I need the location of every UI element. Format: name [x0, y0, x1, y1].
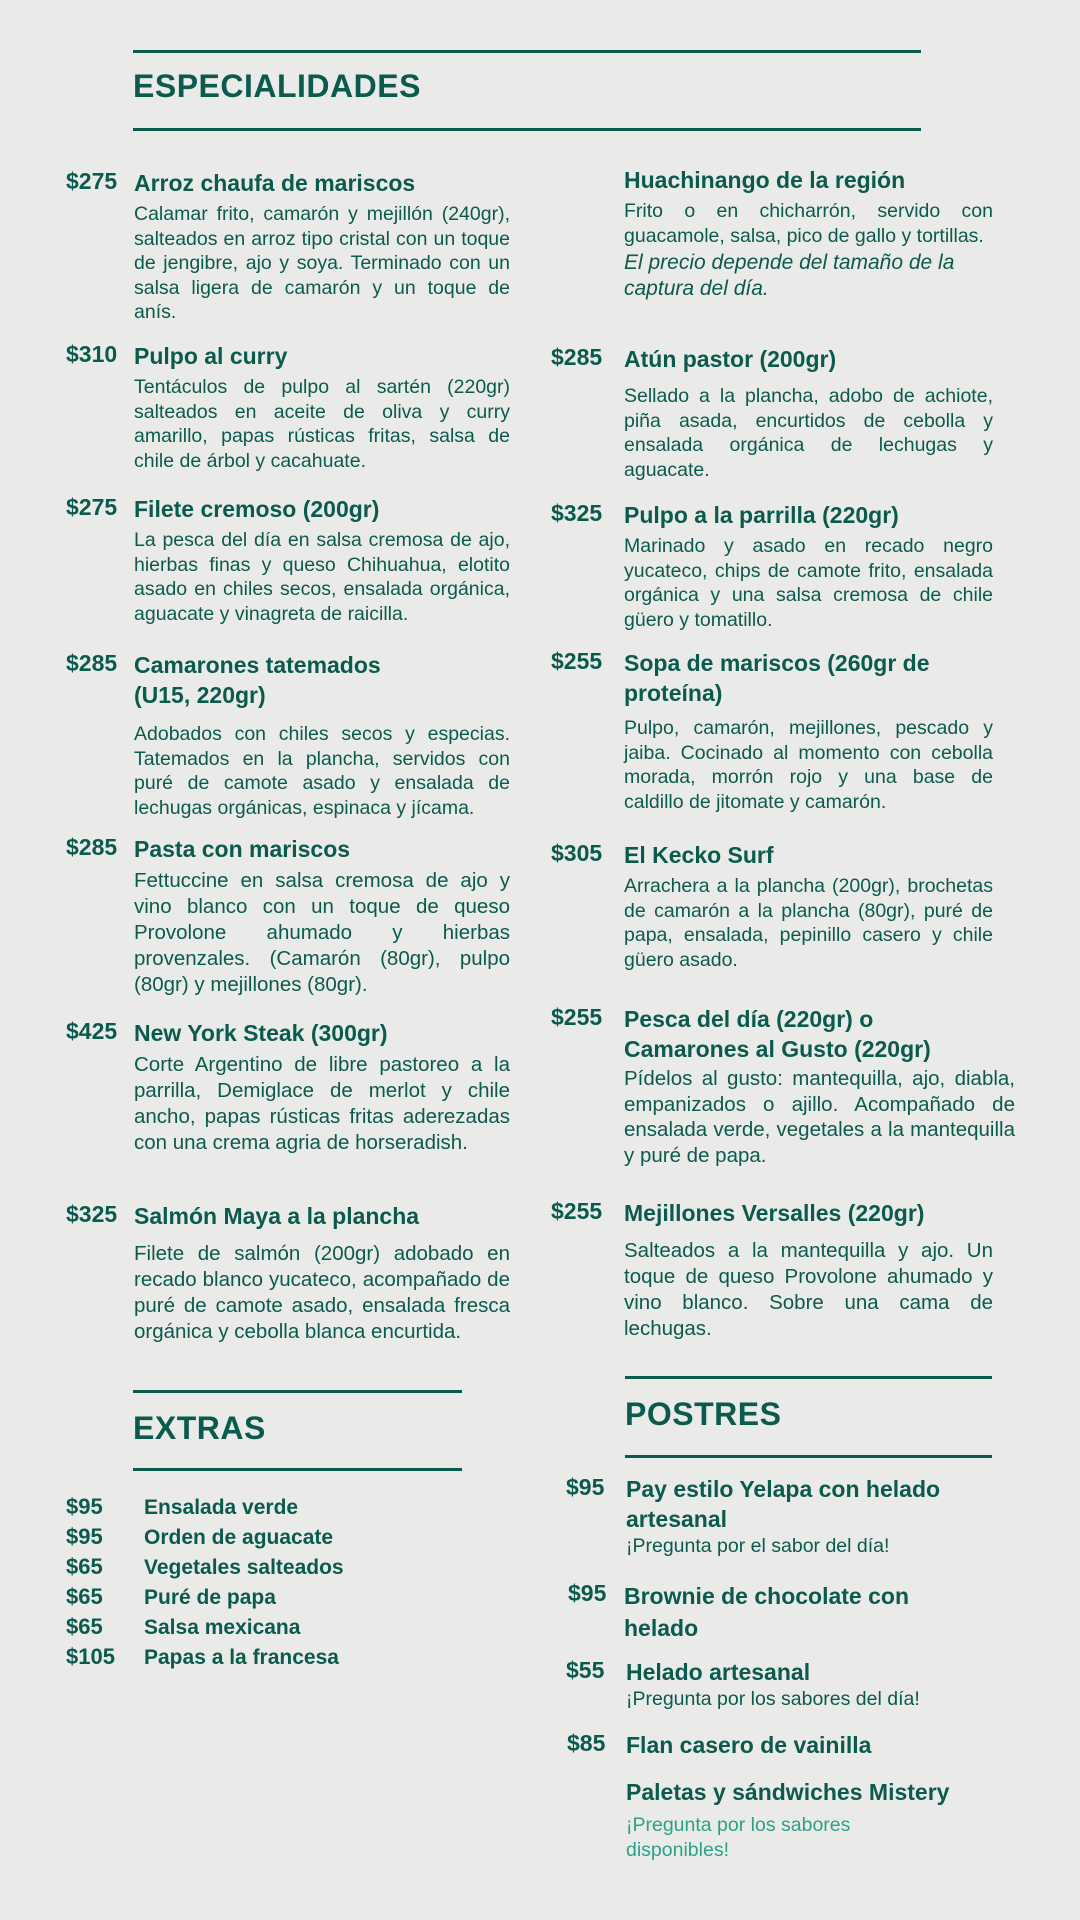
- menu-item: [66, 1201, 510, 1345]
- item-note: El precio depende del tamaño de la captura del día.: [624, 251, 955, 300]
- item-price: $305: [551, 840, 603, 866]
- item-price: $325: [66, 1201, 118, 1227]
- item-name: Arroz chaufa de mariscos: [134, 170, 416, 196]
- dessert-name: Flan casero de vainilla: [626, 1732, 872, 1758]
- extras-top-rule: [133, 1390, 462, 1393]
- extra-item: [66, 1494, 486, 1524]
- extra-price: $95: [66, 1524, 103, 1549]
- item-price: $425: [66, 1018, 118, 1044]
- menu-item: [66, 1018, 510, 1156]
- extras-title: EXTRAS: [133, 1410, 266, 1446]
- extra-item: [66, 1614, 486, 1644]
- item-description: La pesca del día en salsa cremosa de ajo, hierbas finas y queso Chihuahua, elotito asado en chiles secos, ensalada orgánica, aguacate y vinagreta de raicilla.: [134, 529, 510, 625]
- item-price: $285: [66, 650, 118, 676]
- menu-item: [551, 1198, 993, 1342]
- extra-item: [66, 1524, 486, 1554]
- extra-item: [66, 1554, 486, 1584]
- postres-top-rule: [625, 1376, 992, 1379]
- item-price: $310: [66, 341, 118, 367]
- dessert-price: $95: [568, 1580, 607, 1606]
- dessert-name: Pay estilo Yelapa con helado artesanal: [626, 1476, 941, 1532]
- dessert-item: [566, 1657, 986, 1712]
- item-description: Pulpo, camarón, mejillones, pescado y jaiba. Cocinado al momento con cebolla morada, morrón rojo y una base de caldillo de jitomate y camarón.: [624, 717, 993, 813]
- dessert-item: [567, 1730, 987, 1760]
- item-name: Sopa de mariscos (260gr de proteína): [624, 650, 930, 706]
- item-description: Sellado a la plancha, adobo de achiote, piña asada, encurtidos de cebolla y ensalada orgánica de lechugas y aguacate.: [624, 385, 993, 481]
- item-name: El Kecko Surf: [624, 842, 774, 868]
- menu-item: [66, 834, 510, 998]
- item-name: Filete cremoso (200gr): [134, 496, 380, 522]
- dessert-price: $55: [566, 1657, 605, 1683]
- dessert-price: $95: [566, 1474, 605, 1500]
- extra-name: Papas a la francesa: [144, 1646, 339, 1669]
- dessert-note: ¡Pregunta por los sabores del día!: [626, 1688, 920, 1710]
- menu-item: [66, 650, 510, 820]
- item-price: $255: [551, 1198, 603, 1224]
- item-description: Filete de salmón (200gr) adobado en recado blanco yucateco, acompañado de puré de camote asado, ensalada fresca orgánica y cebolla blanca encurtida.: [134, 1242, 510, 1343]
- item-price: $285: [551, 344, 603, 370]
- item-description: Marinado y asado en recado negro yucateco, chips de camote frito, ensalada orgánica y una salsa cremosa de chile güero y tomatillo.: [624, 535, 993, 631]
- item-description: Pídelos al gusto: mantequilla, ajo, diabla, empanizados o ajillo. Acompañado de ensalada verde, vegetales a la mantequilla y puré de papa.: [624, 1067, 1015, 1167]
- extra-price: $65: [66, 1584, 103, 1609]
- item-name: New York Steak (300gr): [134, 1020, 388, 1046]
- extras-bottom-rule: [133, 1468, 462, 1471]
- menu-item: [551, 500, 993, 632]
- menu-item: [66, 341, 510, 473]
- item-name: Atún pastor (200gr): [624, 346, 837, 372]
- item-name: Mejillones Versalles (220gr): [624, 1200, 925, 1226]
- item-price: $325: [551, 500, 603, 526]
- extra-price: $65: [66, 1554, 103, 1579]
- extra-name: Puré de papa: [144, 1586, 276, 1609]
- item-price: $275: [66, 168, 118, 194]
- postres-title: POSTRES: [625, 1396, 782, 1432]
- extra-name: Ensalada verde: [144, 1496, 299, 1519]
- dessert-note: ¡Pregunta por los sabores disponibles!: [626, 1814, 851, 1861]
- item-name: Pasta con mariscos: [134, 836, 351, 862]
- item-description: Frito o en chicharrón, servido con guacamole, salsa, pico de gallo y tortillas.: [624, 200, 993, 247]
- item-name: Pulpo al curry: [134, 343, 288, 369]
- menu-item: [551, 840, 993, 972]
- item-name: Pulpo a la parrilla (220gr): [624, 502, 899, 528]
- item-description: Fettuccine en salsa cremosa de ajo y vino blanco con un toque de queso Provolone ahumado y hierbas provenzales. (Camarón (80gr), pulpo (80gr) y mejillones (80gr).: [134, 869, 510, 996]
- dessert-item: [566, 1474, 986, 1559]
- menu-item: [551, 165, 993, 302]
- postres-bottom-rule: [625, 1455, 992, 1458]
- extra-name: Vegetales salteados: [144, 1556, 344, 1579]
- dessert-price: $85: [567, 1730, 606, 1756]
- dessert-name: Brownie de chocolate con helado: [624, 1583, 909, 1641]
- menu-item: [551, 648, 993, 814]
- item-price: $255: [551, 648, 603, 674]
- dessert-item: [566, 1777, 986, 1862]
- extra-item: [66, 1584, 486, 1614]
- item-name: Huachinango de la región: [624, 167, 906, 193]
- extra-item: [66, 1644, 486, 1674]
- especialidades-bottom-rule: [133, 128, 921, 131]
- item-description: Salteados a la mantequilla y ajo. Un toque de queso Provolone ahumado y vino blanco. Sobre una cama de lechugas.: [624, 1239, 993, 1340]
- especialidades-title: ESPECIALIDADES: [133, 68, 421, 104]
- menu-item: [66, 494, 510, 626]
- extra-name: Orden de aguacate: [144, 1526, 334, 1549]
- especialidades-top-rule: [133, 50, 921, 53]
- item-name: Camarones tatemados (U15, 220gr): [134, 652, 381, 708]
- item-description: Adobados con chiles secos y especias. Tatemados en la plancha, servidos con puré de camote asado y ensalada de lechugas orgánicas, espinaca y jícama.: [134, 723, 510, 819]
- item-name: Salmón Maya a la plancha: [134, 1203, 420, 1229]
- dessert-item: [568, 1580, 988, 1644]
- item-description: Tentáculos de pulpo al sartén (220gr) salteados en aceite de oliva y curry amarillo, papas rústicas fritas, salsa de chile de árbol y cacahuate.: [134, 376, 510, 472]
- extra-price: $105: [66, 1644, 115, 1669]
- item-description: Calamar frito, camarón y mejillón (240gr), salteados en arroz tipo cristal con un toque de jengibre, ajo y soya. Terminado con un salsa ligera de camarón y un toque de anís.: [134, 203, 510, 323]
- item-price: $275: [66, 494, 118, 520]
- menu-item: [551, 1004, 1015, 1168]
- dessert-name: Paletas y sándwiches Mistery: [626, 1779, 950, 1805]
- item-price: $285: [66, 834, 118, 860]
- extra-price: $65: [66, 1614, 103, 1639]
- item-description: Corte Argentino de libre pastoreo a la parrilla, Demiglace de merlot y chile ancho, papas rústicas fritas aderezadas con una crema agria de horseradish.: [134, 1053, 510, 1154]
- item-description: Arrachera a la plancha (200gr), brochetas de camarón a la plancha (80gr), puré de papa, ensalada, pepinillo casero y chile güero asado.: [624, 875, 993, 971]
- extra-price: $95: [66, 1494, 103, 1519]
- dessert-note: ¡Pregunta por el sabor del día!: [626, 1535, 890, 1557]
- item-name: Pesca del día (220gr) o Camarones al Gusto (220gr): [624, 1006, 931, 1062]
- item-price: $255: [551, 1004, 603, 1030]
- menu-item: [66, 168, 510, 325]
- dessert-name: Helado artesanal: [626, 1659, 811, 1685]
- extra-name: Salsa mexicana: [144, 1616, 301, 1639]
- menu-item: [551, 344, 993, 482]
